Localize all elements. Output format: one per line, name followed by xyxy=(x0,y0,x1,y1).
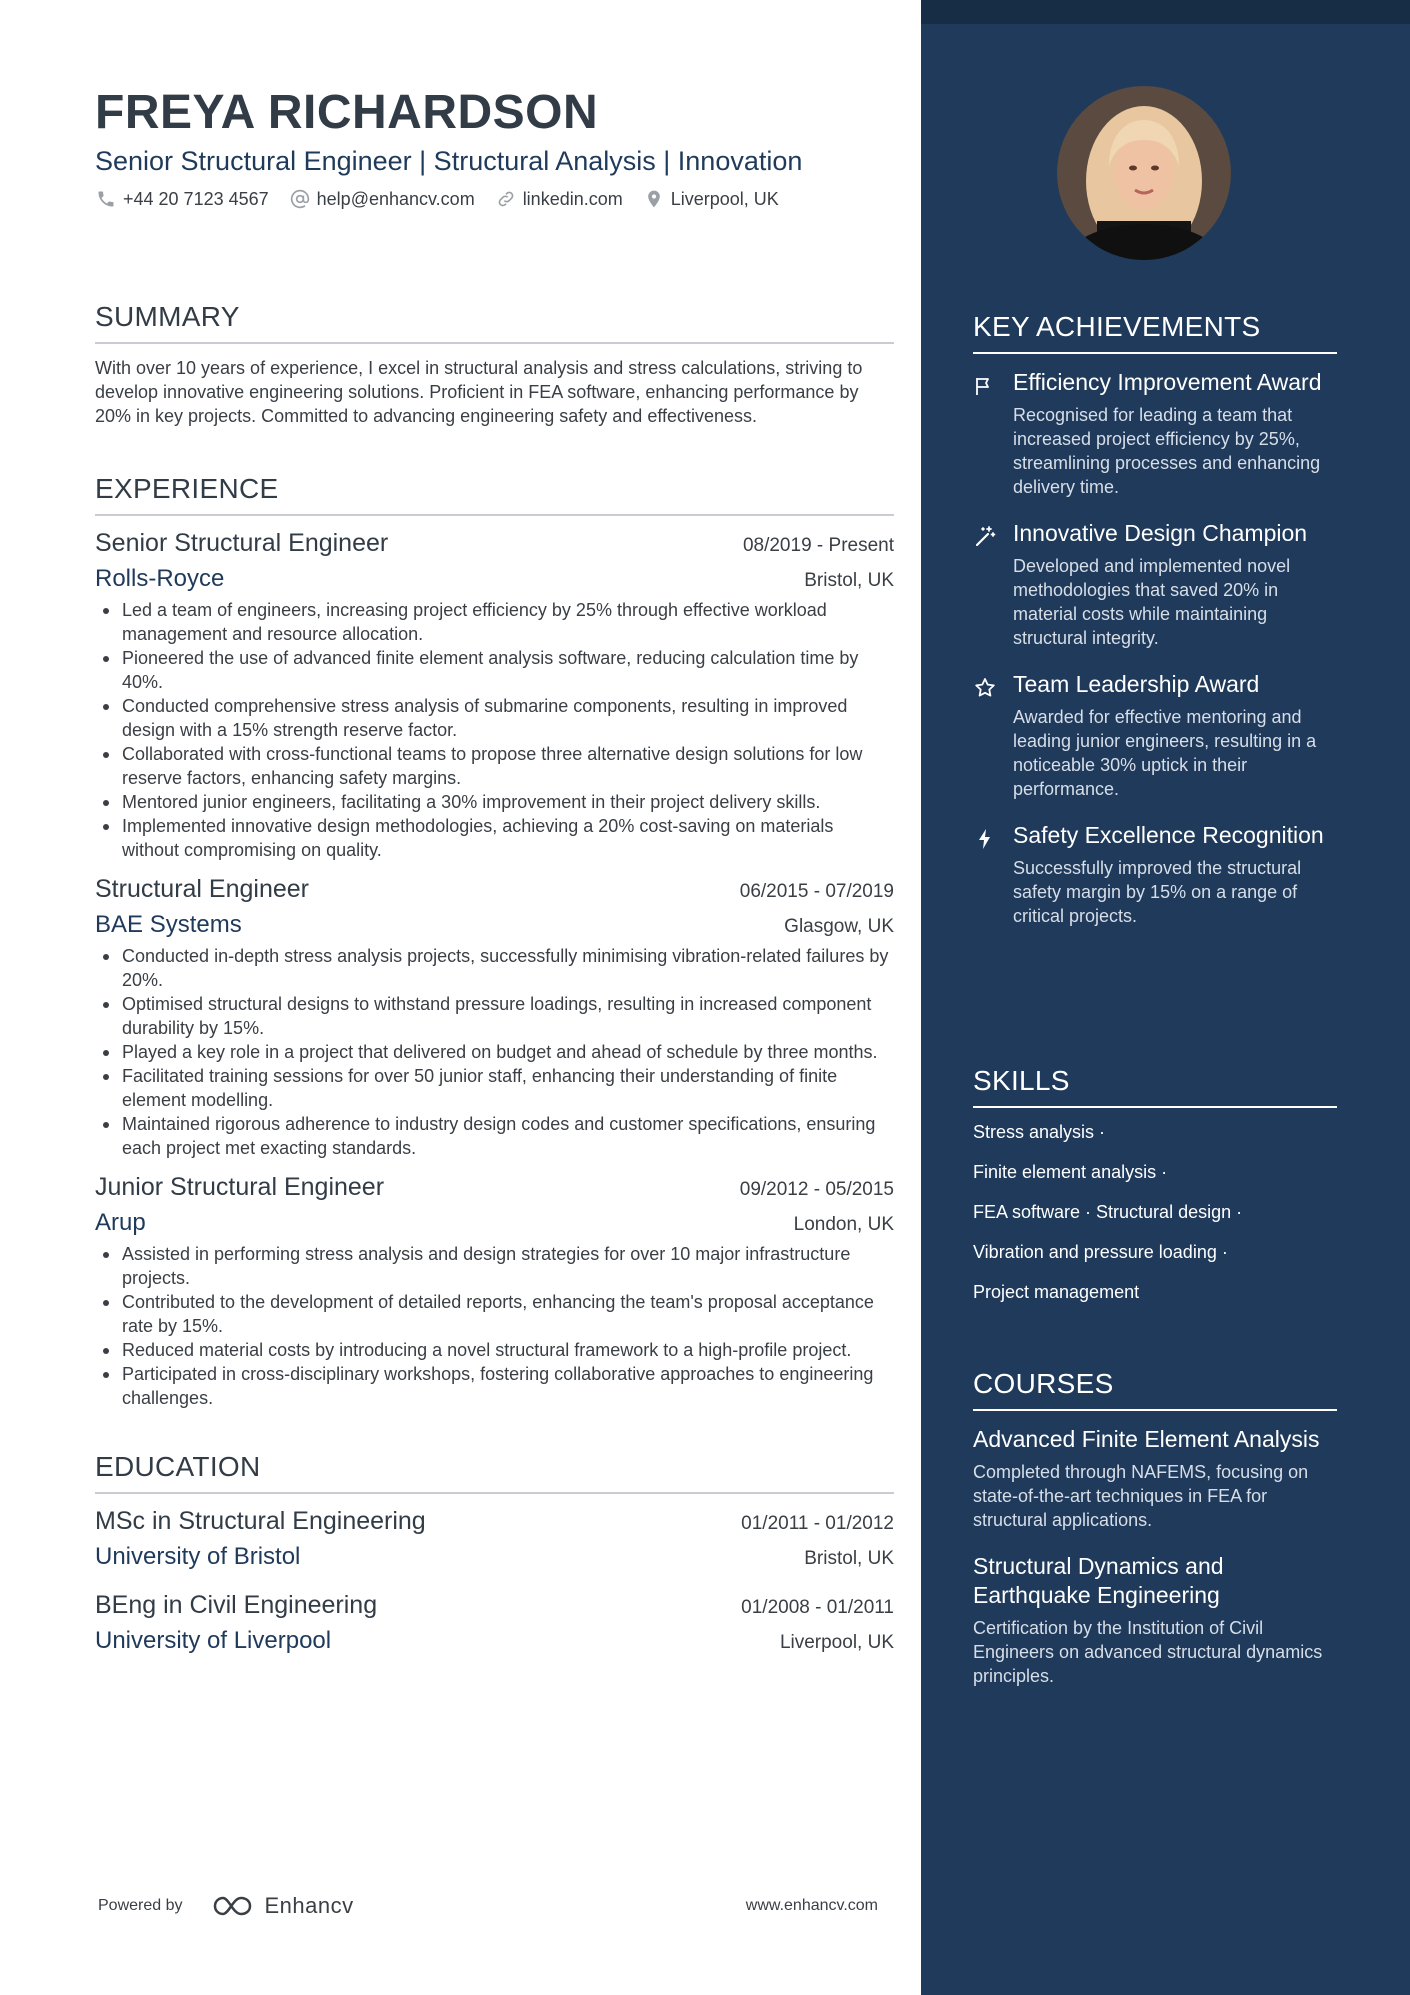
lightning-bolt-icon xyxy=(973,821,1013,928)
achievement-title: Efficiency Improvement Award xyxy=(1013,369,1322,395)
job-location: Glasgow, UK xyxy=(784,916,894,937)
edu-location: Bristol, UK xyxy=(804,1548,894,1569)
contact-location xyxy=(643,188,779,210)
achievements-title: KEY ACHIEVEMENTS xyxy=(973,310,1337,354)
linkedin-text[interactable]: linkedin.com xyxy=(522,188,623,209)
school: University of Liverpool xyxy=(95,1627,332,1654)
job-entry xyxy=(95,1170,894,1410)
job-title: Junior Structural Engineer xyxy=(95,1173,385,1201)
bullet-item: Pioneered the use of advanced finite element analysis software, reducing calculation time by 40%. xyxy=(95,646,894,694)
school: University of Bristol xyxy=(95,1543,301,1570)
skill-item: Finite element analysis · xyxy=(973,1162,1168,1182)
job-dates: 08/2019 - Present xyxy=(742,535,894,556)
achievement-desc: Recognised for leading a team that increased project efficiency by 25%, streamlining processes and enhancing delivery time. xyxy=(1013,405,1321,497)
skill-item: Project management xyxy=(973,1282,1140,1302)
skill-item: Stress analysis · xyxy=(973,1122,1106,1142)
website-link[interactable]: www.enhancv.com xyxy=(745,1897,878,1914)
phone-icon xyxy=(95,188,117,210)
course-item xyxy=(973,1552,1337,1688)
job-entry xyxy=(95,526,894,862)
job-location: Bristol, UK xyxy=(804,570,894,591)
flag-icon xyxy=(973,368,1013,499)
course-item xyxy=(973,1425,1337,1532)
summary-title: SUMMARY xyxy=(95,300,894,344)
bullet-item: Participated in cross-disciplinary workshops, fostering collaborative approaches to engineering challenges. xyxy=(95,1362,894,1410)
achievement-title: Safety Excellence Recognition xyxy=(1013,822,1324,848)
job-company: Arup xyxy=(95,1209,146,1236)
job-entry xyxy=(95,872,894,1160)
bullet-item: Played a key role in a project that delivered on budget and ahead of schedule by three months. xyxy=(95,1040,894,1064)
job-bullets xyxy=(95,1242,894,1410)
infinity-logo-icon xyxy=(211,1893,259,1919)
edu-dates: 01/2008 - 01/2011 xyxy=(741,1597,894,1618)
job-dates: 06/2015 - 07/2019 xyxy=(739,881,894,902)
sidebar xyxy=(921,0,1410,1995)
link-icon xyxy=(495,188,517,210)
summary-text: With over 10 years of experience, I excel in structural analysis and stress calculations, striving to develop innovative engineering solutions. Proficient in FEA software, enhancing performance by 20% in key projects. Committed to advancing engineering safety and effectiveness. xyxy=(95,358,863,426)
job-dates: 09/2012 - 05/2015 xyxy=(739,1179,894,1200)
powered-by xyxy=(98,1893,354,1919)
magic-wand-icon xyxy=(973,519,1013,650)
achievements-section xyxy=(973,310,1337,928)
edu-dates: 01/2011 - 01/2012 xyxy=(741,1513,894,1534)
skill-item: FEA software · Structural design · xyxy=(973,1202,1243,1222)
page-footer xyxy=(98,1893,878,1919)
achievement-item xyxy=(973,519,1337,650)
job-location: London, UK xyxy=(793,1214,894,1235)
job-title: Senior Structural Engineer xyxy=(95,529,389,557)
job-bullets xyxy=(95,598,894,862)
education-entry xyxy=(95,1504,894,1572)
brand-name: Enhancv xyxy=(264,1893,354,1918)
skills-list xyxy=(973,1120,1337,1304)
education-entry xyxy=(95,1588,894,1656)
courses-section xyxy=(973,1367,1337,1688)
skill-item: Vibration and pressure loading · xyxy=(973,1242,1228,1262)
bullet-item: Facilitated training sessions for over 50 junior staff, enhancing their understanding of finite element modelling. xyxy=(95,1064,894,1112)
experience-section xyxy=(95,472,894,1410)
bullet-item: Mentored junior engineers, facilitating a 30% improvement in their project delivery skills. xyxy=(95,790,894,814)
sidebar-top-bar xyxy=(921,0,1410,24)
contact-email[interactable] xyxy=(289,188,475,210)
degree: MSc in Structural Engineering xyxy=(95,1507,426,1535)
bullet-item: Assisted in performing stress analysis and design strategies for over 10 major infrastructure projects. xyxy=(95,1242,894,1290)
summary-section xyxy=(95,300,894,428)
bullet-item: Contributed to the development of detailed reports, enhancing the team's proposal acceptance rate by 15%. xyxy=(95,1290,894,1338)
bullet-item: Collaborated with cross-functional teams to propose three alternative design solutions for low reserve factors, enhancing safety margins. xyxy=(95,742,894,790)
achievement-desc: Developed and implemented novel methodologies that saved 20% in material costs while maintaining structural integrity. xyxy=(1013,556,1291,648)
bullet-item: Implemented innovative design methodologies, achieving a 20% cost-saving on materials without compromising on quality. xyxy=(95,814,894,862)
course-title: Structural Dynamics and Earthquake Engineering xyxy=(973,1553,1224,1608)
location-text: Liverpool, UK xyxy=(670,188,779,209)
education-title: EDUCATION xyxy=(95,1450,894,1494)
skills-title: SKILLS xyxy=(973,1064,1337,1108)
bullet-item: Reduced material costs by introducing a novel structural framework to a high-profile project. xyxy=(95,1338,894,1362)
achievement-desc: Successfully improved the structural safety margin by 15% on a range of critical projects. xyxy=(1013,858,1302,926)
skills-section xyxy=(973,1064,1337,1304)
courses-title: COURSES xyxy=(973,1367,1337,1411)
experience-title: EXPERIENCE xyxy=(95,472,894,516)
achievement-item xyxy=(973,368,1337,499)
bullet-item: Conducted comprehensive stress analysis of submarine components, resulting in improved design with a 15% strength reserve factor. xyxy=(95,694,894,742)
bullet-item: Conducted in-depth stress analysis projects, successfully minimising vibration-related failures by 20%. xyxy=(95,944,894,992)
course-desc: Certification by the Institution of Civil Engineers on advanced structural dynamics principles. xyxy=(973,1618,1323,1686)
enhancv-logo[interactable] xyxy=(211,1893,354,1919)
job-company: BAE Systems xyxy=(95,911,242,938)
edu-location: Liverpool, UK xyxy=(779,1632,894,1653)
contact-row xyxy=(95,188,894,210)
resume-header xyxy=(95,84,894,210)
achievement-title: Team Leadership Award xyxy=(1013,671,1260,697)
achievement-item xyxy=(973,821,1337,928)
contact-linkedin[interactable] xyxy=(495,188,623,210)
achievement-title: Innovative Design Champion xyxy=(1013,520,1308,546)
contact-phone xyxy=(95,188,269,210)
course-desc: Completed through NAFEMS, focusing on state-of-the-art techniques in FEA for structural applications. xyxy=(973,1462,1309,1530)
job-title: Structural Engineer xyxy=(95,875,310,903)
phone-text: +44 20 7123 4567 xyxy=(123,188,269,209)
email-text[interactable]: help@enhancv.com xyxy=(316,188,475,209)
degree: BEng in Civil Engineering xyxy=(95,1591,378,1619)
headline: Senior Structural Engineer | Structural Analysis | Innovation xyxy=(95,146,803,176)
powered-by-label: Powered by xyxy=(98,1897,183,1914)
bullet-item: Optimised structural designs to withstand pressure loadings, resulting in increased component durability by 15%. xyxy=(95,992,894,1040)
candidate-name: FREYA RICHARDSON xyxy=(95,86,599,139)
achievement-desc: Awarded for effective mentoring and leading junior engineers, resulting in a noticeable 30% uptick in their performance. xyxy=(1013,707,1317,799)
star-icon xyxy=(973,670,1013,801)
bullet-item: Maintained rigorous adherence to industry design codes and customer specifications, ensuring each project met exacting standards. xyxy=(95,1112,894,1160)
profile-photo xyxy=(1057,86,1231,260)
bullet-item: Led a team of engineers, increasing project efficiency by 25% through effective workload management and resource allocation. xyxy=(95,598,894,646)
job-bullets xyxy=(95,944,894,1160)
course-title: Advanced Finite Element Analysis xyxy=(973,1426,1320,1452)
achievement-item xyxy=(973,670,1337,801)
location-pin-icon xyxy=(643,188,665,210)
at-icon xyxy=(289,188,311,210)
education-section xyxy=(95,1450,894,1656)
job-company: Rolls-Royce xyxy=(95,565,225,592)
